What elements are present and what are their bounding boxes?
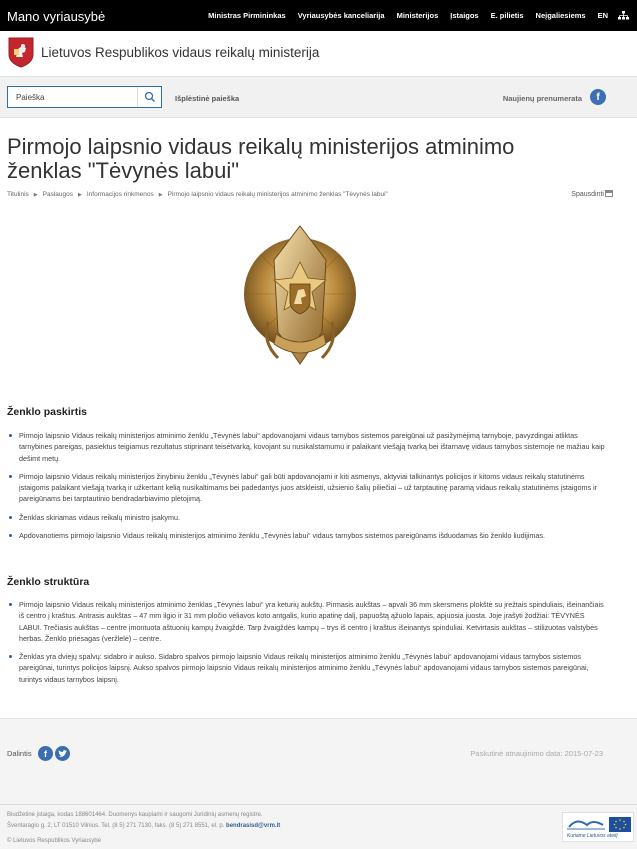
badge-image — [238, 222, 362, 378]
eu-logo-caption: Kuriame Lietuvos ateitį — [567, 833, 618, 839]
footer-email-link[interactable]: bendrasisd@vrm.lt — [226, 823, 281, 829]
site-title[interactable]: Lietuvos Respublikos vidaus reikalų ministerija — [41, 45, 320, 60]
nav-government-office[interactable]: Vyriausybės kanceliarija — [297, 11, 385, 20]
nav-institutions[interactable]: Įstaigos — [450, 11, 479, 20]
eu-funds-logo[interactable] — [562, 812, 634, 842]
nav-prime-minister[interactable]: Ministras Pirmininkas — [208, 11, 286, 20]
top-nav — [196, 11, 629, 20]
twitter-share-icon[interactable] — [55, 746, 70, 761]
breadcrumb-services[interactable]: Paslaugos — [42, 191, 74, 198]
site-footer — [0, 804, 637, 849]
list-item: Pirmojo laipsnio Vidaus reikalų ministerijos atminimo ženklu „Tėvynės labui“ apdovanojami vidaus tarnybos sistemos pareigūnai už pasižymėjimą tarnyboje, pavyzdingai atliktas tarnybines pareigas, pasiektus teigiamus rezultatus stiprinant teisėtvarką, kovojant su nusikalstamumu ir palaikant viešąją tvarką bei ištarnavę vidaus tarnybos sistemoje ne mažiau kaip dešimt metų. — [7, 430, 607, 464]
footer-copyright: © Lietuvos Respublikos Vyriausybė — [7, 838, 101, 844]
search-box — [7, 86, 162, 108]
nav-disabled[interactable]: Neįgaliesiems — [535, 11, 586, 20]
section-heading-purpose: Ženklo paskirtis — [7, 406, 87, 418]
structure-list — [7, 599, 607, 692]
nav-ministries[interactable]: Ministerijos — [396, 11, 439, 20]
brand-link[interactable]: Mano vyriausybė — [7, 9, 106, 24]
share-bar — [0, 718, 637, 804]
footer-registry: Biudžetinė įstaiga, kodas 188601464. Duomenys kaupiami ir saugomi Juridinių asmenų registre. — [7, 812, 263, 818]
breadcrumb-home[interactable]: Titulinis — [7, 191, 29, 198]
page-title: Pirmojo laipsnio vidaus reikalų ministerijos atminimo ženklas "Tėvynės labui" — [7, 134, 515, 183]
search-icon — [138, 87, 162, 107]
search-bar — [0, 76, 637, 118]
site-header — [0, 31, 637, 76]
facebook-share-icon[interactable]: f — [38, 746, 53, 761]
top-bar — [0, 0, 637, 31]
search-input[interactable] — [8, 87, 138, 107]
chevron-right-icon: ▶ — [78, 191, 82, 198]
share-label: Dalintis — [7, 749, 32, 758]
footer-contacts — [7, 823, 280, 829]
chevron-right-icon: ▶ — [158, 191, 163, 198]
list-item: Ženklas yra dviejų spalvų: sidabro ir aukso. Sidabro spalvos pirmojo laipsnio Vidaus reikalų ministerijos atminimo ženklu „Tėvynės labui“ apdovanojami vidaus tarnybos sistemos pareigūnai, turintys policijos laipsnį. Aukso spalvos pirmojo laipsnio Vidaus reikalų ministerijos atminimo ženklu „Tėvynės labui“ apdovanojami vidaus tarnybos sistemos pareigūnai, turintys vidaus tarnybos laipsnį. — [7, 651, 607, 685]
breadcrumb-current: Pirmojo laipsnio vidaus reikalų ministerijos atminimo ženklas "Tėvynės labui" — [167, 191, 388, 198]
footer-address: Šventaragio g. 2, LT 01510 Vilnius. Tel. (8 5) 271 7130, faks. (8 5) 271 8551, el. p. — [7, 823, 225, 829]
list-item: Ženklas skiriamas vidaus reikalų ministro įsakymu. — [7, 512, 607, 523]
nav-e-citizen[interactable]: E. pilietis — [490, 11, 524, 20]
coat-of-arms-icon[interactable] — [8, 37, 34, 68]
chevron-right-icon: ▶ — [33, 191, 38, 198]
last-updated: Paskutinė atnaujinimo data: 2015-07-23 — [470, 749, 603, 758]
breadcrumb-info-collections[interactable]: Informacijos rinkmenos — [86, 191, 154, 198]
sitemap-icon[interactable] — [618, 11, 629, 20]
list-item: Apdovanotiems pirmojo laipsnio Vidaus reikalų ministerijos atminimo ženklu „Tėvynės labui“ vidaus tarnybos sistemos pareigūnams išduodamas šio ženklo liudijimas. — [7, 530, 607, 541]
list-item: Pirmojo laipsnio Vidaus reikalų ministerijos žinybiniu ženklu „Tėvynės labui“ gali būti apdovanojami ir kiti asmenys, aktyviai talkinantys policijos ir kitoms vidaus reikalų statutinėms įstaigoms palaikant viešąją tvarką ir užkertant kelią nusikaltimams bei padedantys juos atskleisti, užsienio šalių piliečiai – už tarptautinę paramą vidaus reikalų statutinėms įstaigoms ir pareigūnams bei tarptautinio bendradarbiavimo plėtojimą. — [7, 471, 607, 505]
list-item: Pirmojo laipsnio Vidaus reikalų ministerijos atminimo ženklas „Tėvynės labui“ yra keturių aukštų. Pirmasis aukštas – apvali 36 mm skersmens plokštė su įrežtais spinduliais, išeinančiais iš centro į kraštus. Antrasis aukštas – 47 mm ilgio ir 31 mm pločio vėliavos koto antgalis, kurio apatinę dalį, papuoštą ąžuolo lapais, apjuosia juosta. Joje įrašyti žodžiai: TĖVYNĖS LABUI. Trečiasis aukštas – centre įmontuota aštuonių kampų žvaigždė. Tarp žvaigždės kampų – trys iš centro į kraštus išeinantys spinduliai. Ketvirtasis aukštas – stilizuotas valstybės herbas. Ženklo priesagas (veržlelė) – centre. — [7, 599, 607, 644]
print-icon[interactable] — [605, 190, 613, 197]
search-button[interactable] — [137, 87, 161, 107]
facebook-icon[interactable]: f — [590, 89, 606, 105]
newsletter-link[interactable]: Naujienų prenumerata — [502, 94, 582, 103]
purpose-list — [7, 430, 607, 548]
breadcrumb — [7, 191, 388, 198]
section-heading-structure: Ženklo struktūra — [7, 576, 90, 588]
print-link[interactable]: Spausdinti — [571, 191, 604, 198]
advanced-search-link[interactable]: Išplėstinė paieška — [175, 94, 240, 103]
nav-language-en[interactable]: EN — [597, 11, 608, 20]
